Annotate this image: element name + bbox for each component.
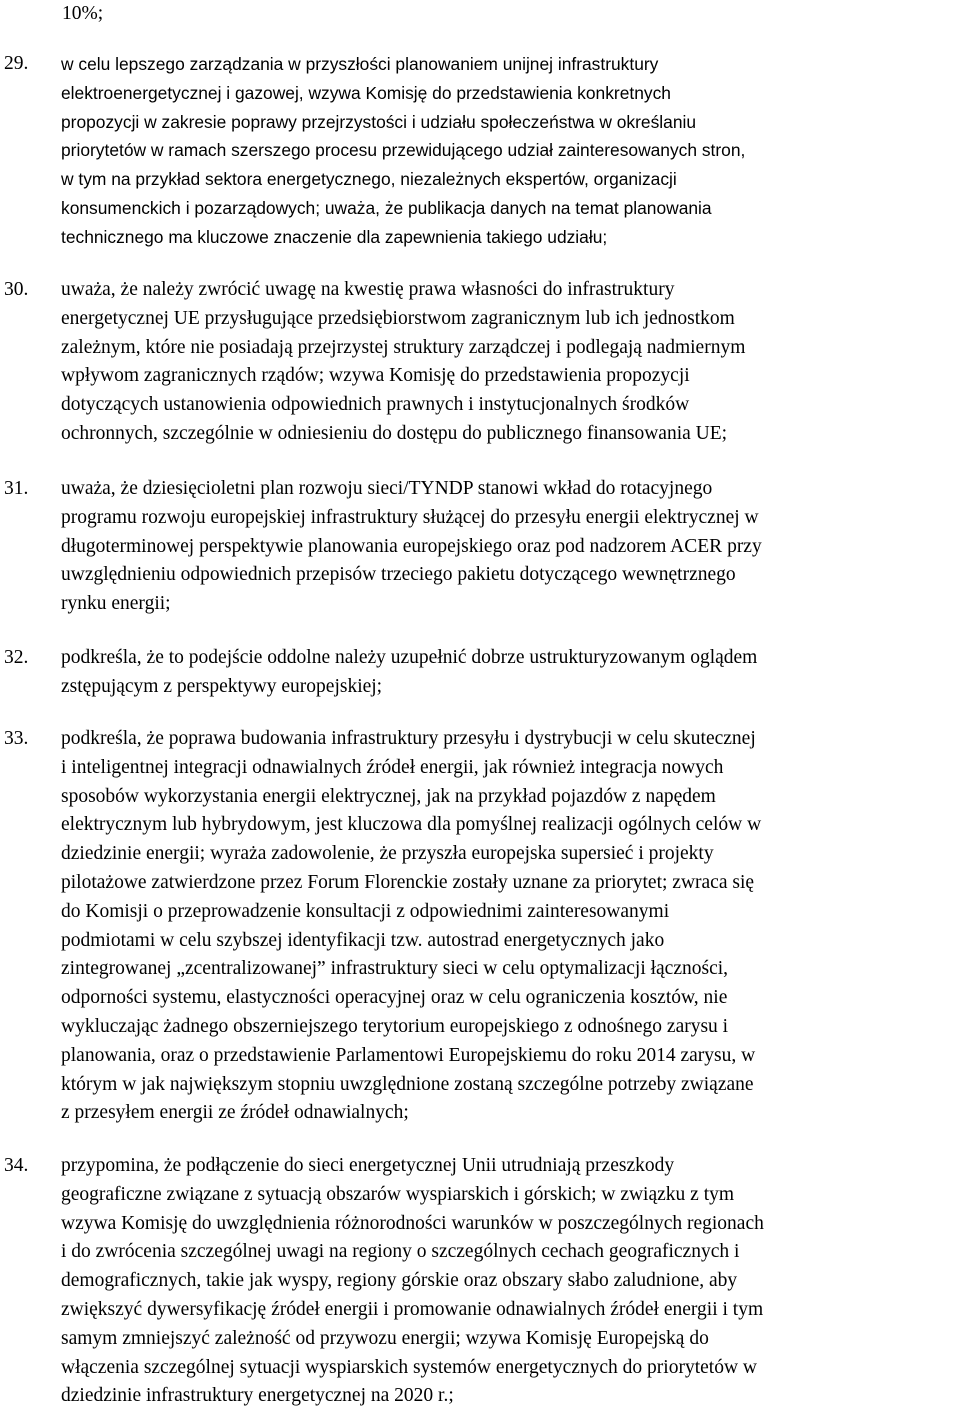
text-line: włączenia szczególnej sytuacji wyspiarskich systemów energetycznych do priorytetów w xyxy=(61,1356,757,1378)
text-line: dziedzinie infrastruktury energetycznej na 2020 r.; xyxy=(61,1385,454,1407)
text-line: przypomina, że podłączenie do sieci energetycznej Unii utrudniają przeszkody xyxy=(61,1155,675,1176)
text-line: geograficzne związane z sytuacją obszarów wyspiarskich i górskich; w związku z tym xyxy=(61,1183,735,1205)
text-line: zwiększyć dywersyfikację źródeł energii i promowanie odnawialnych źródeł energii i tym xyxy=(61,1298,764,1320)
text-line: uwzględnieniu odpowiednich przepisów trzeciego pakietu dotyczącego wewnętrznego xyxy=(61,564,736,586)
text-line: zstępującym z perspektywy europejskiej; xyxy=(61,675,383,697)
text-line: podmiotami w celu szybszej identyfikacji tzw. autostrad energetycznych jako xyxy=(61,929,665,951)
text-line: propozycji w zakresie poprawy przejrzystości i udziału społeczeństwa w określaniu xyxy=(61,111,697,132)
paragraph-text xyxy=(61,725,959,1128)
paragraph-number: 31. xyxy=(4,478,29,499)
text-line: podkreśla, że poprawa budowania infrastruktury przesyłu i dystrybucji w celu skutecznej xyxy=(61,728,756,749)
text-line: i inteligentnej integracji odnawialnych źródeł energii, jak również integracja nowych xyxy=(61,756,724,778)
text-line: wzywa Komisję do uwzględnienia różnorodności warunków w poszczególnych regionach xyxy=(61,1212,764,1234)
text-line: programu rozwoju europejskiej infrastruktury służącej do przesyłu energii elektrycznej w xyxy=(61,506,759,528)
text-line: rynku energii; xyxy=(61,593,171,615)
paragraph-text xyxy=(61,276,959,449)
paragraph-text xyxy=(61,1152,959,1411)
text-line: ochronnych, szczególnie w odniesieniu do dostępu do publicznego finansowania UE; xyxy=(61,422,728,444)
text-line: dziedzinie energii; wyraża zadowolenie, że przyszła europejska supersieć i projekty xyxy=(61,843,714,865)
preceding-text-fragment: 10%; xyxy=(62,3,104,24)
text-line: uważa, że dziesięcioletni plan rozwoju sieci/TYNDP stanowi wkład do rotacyjnego xyxy=(61,478,713,499)
text-line: w tym na przykład sektora energetycznego, niezależnych ekspertów, organizacji xyxy=(61,169,677,190)
paragraph-text xyxy=(61,50,959,252)
text-line: energetycznej UE przysługujące przedsiębiorstwom zagranicznym lub ich jednostkom xyxy=(61,307,735,329)
text-line: zintegrowanej „zcentralizowanej” infrastruktury sieci w celu optymalizacji łączności, xyxy=(61,958,729,980)
text-line: samym zmniejszyć zależność od przywozu energii; wzywa Komisję Europejską do xyxy=(61,1327,709,1349)
text-line: w celu lepszego zarządzania w przyszłości planowaniem unijnej infrastruktury xyxy=(61,54,659,74)
text-line: odporności systemu, elastyczności operacyjnej oraz w celu ograniczenia kosztów, nie xyxy=(61,987,728,1009)
text-line: wpływom zagranicznych rządów; wzywa Komisję do przedstawienia propozycji xyxy=(61,365,690,387)
text-line: konsumenckich i pozarządowych; uważa, że publikacja danych na temat planowania xyxy=(61,197,712,218)
text-line: zależnym, które nie posiadają przejrzystej struktury zarządczej i podlegają nadmiernym xyxy=(61,336,746,358)
text-line: planowania, oraz o przedstawienie Parlamentowi Europejskiemu do roku 2014 zarysu, w xyxy=(61,1044,756,1066)
text-line: do Komisji o przeprowadzenie konsultacji z odpowiednimi zainteresowanymi xyxy=(61,900,670,922)
paragraph-text xyxy=(61,644,959,702)
text-line: elektroenergetycznej i gazowej, wzywa Komisję do przedstawienia konkretnych xyxy=(61,82,671,103)
paragraph-number: 30. xyxy=(4,279,29,300)
paragraph-text xyxy=(61,475,959,619)
text-line: uważa, że należy zwrócić uwagę na kwestię prawa własności do infrastruktury xyxy=(61,279,675,300)
text-line: i do zwrócenia szczególnej uwagi na regiony o szczególnych cechach geograficznych i xyxy=(61,1241,740,1263)
text-line: długoterminowej perspektywie planowania europejskiego oraz pod nadzorem ACER przy xyxy=(61,535,762,557)
text-line: podkreśla, że to podejście oddolne należy uzupełnić dobrze ustrukturyzowanym oglądem xyxy=(61,647,758,668)
text-line: elektrycznym lub hybrydowym, jest kluczowa dla pomyślnej realizacji ogólnych celów w xyxy=(61,814,762,836)
text-line: pilotażowe zatwierdzone przez Forum Florenckie zostały uznane za priorytet; zwraca się xyxy=(61,871,755,893)
text-line: demograficznych, takie jak wyspy, regiony górskie oraz obszary słabo zaludnione, aby xyxy=(61,1270,738,1292)
text-line: sposobów wykorzystania energii elektrycznej, jak na przykład pojazdów z napędem xyxy=(61,785,716,807)
text-line: dotyczących ustanowienia odpowiednich prawnych i instytucjonalnych środków xyxy=(61,394,690,416)
paragraph-number: 34. xyxy=(4,1155,29,1176)
text-line: którym w jak największym stopniu uwzględnione zostaną szczególne potrzeby związane xyxy=(61,1073,754,1095)
paragraph-number: 32. xyxy=(4,647,29,668)
text-line: wykluczając żadnego obszerniejszego terytorium europejskiego z odnośnego zarysu i xyxy=(61,1015,729,1037)
paragraph-number: 29. xyxy=(4,53,29,74)
text-line: priorytetów w ramach szerszego procesu przewidującego udział zainteresowanych stron, xyxy=(61,140,746,161)
text-line: z przesyłem energii ze źródeł odnawialnych; xyxy=(61,1102,409,1124)
text-line: technicznego ma kluczowe znaczenie dla zapewnienia takiego udziału; xyxy=(61,226,608,247)
paragraph-number: 33. xyxy=(4,728,29,749)
